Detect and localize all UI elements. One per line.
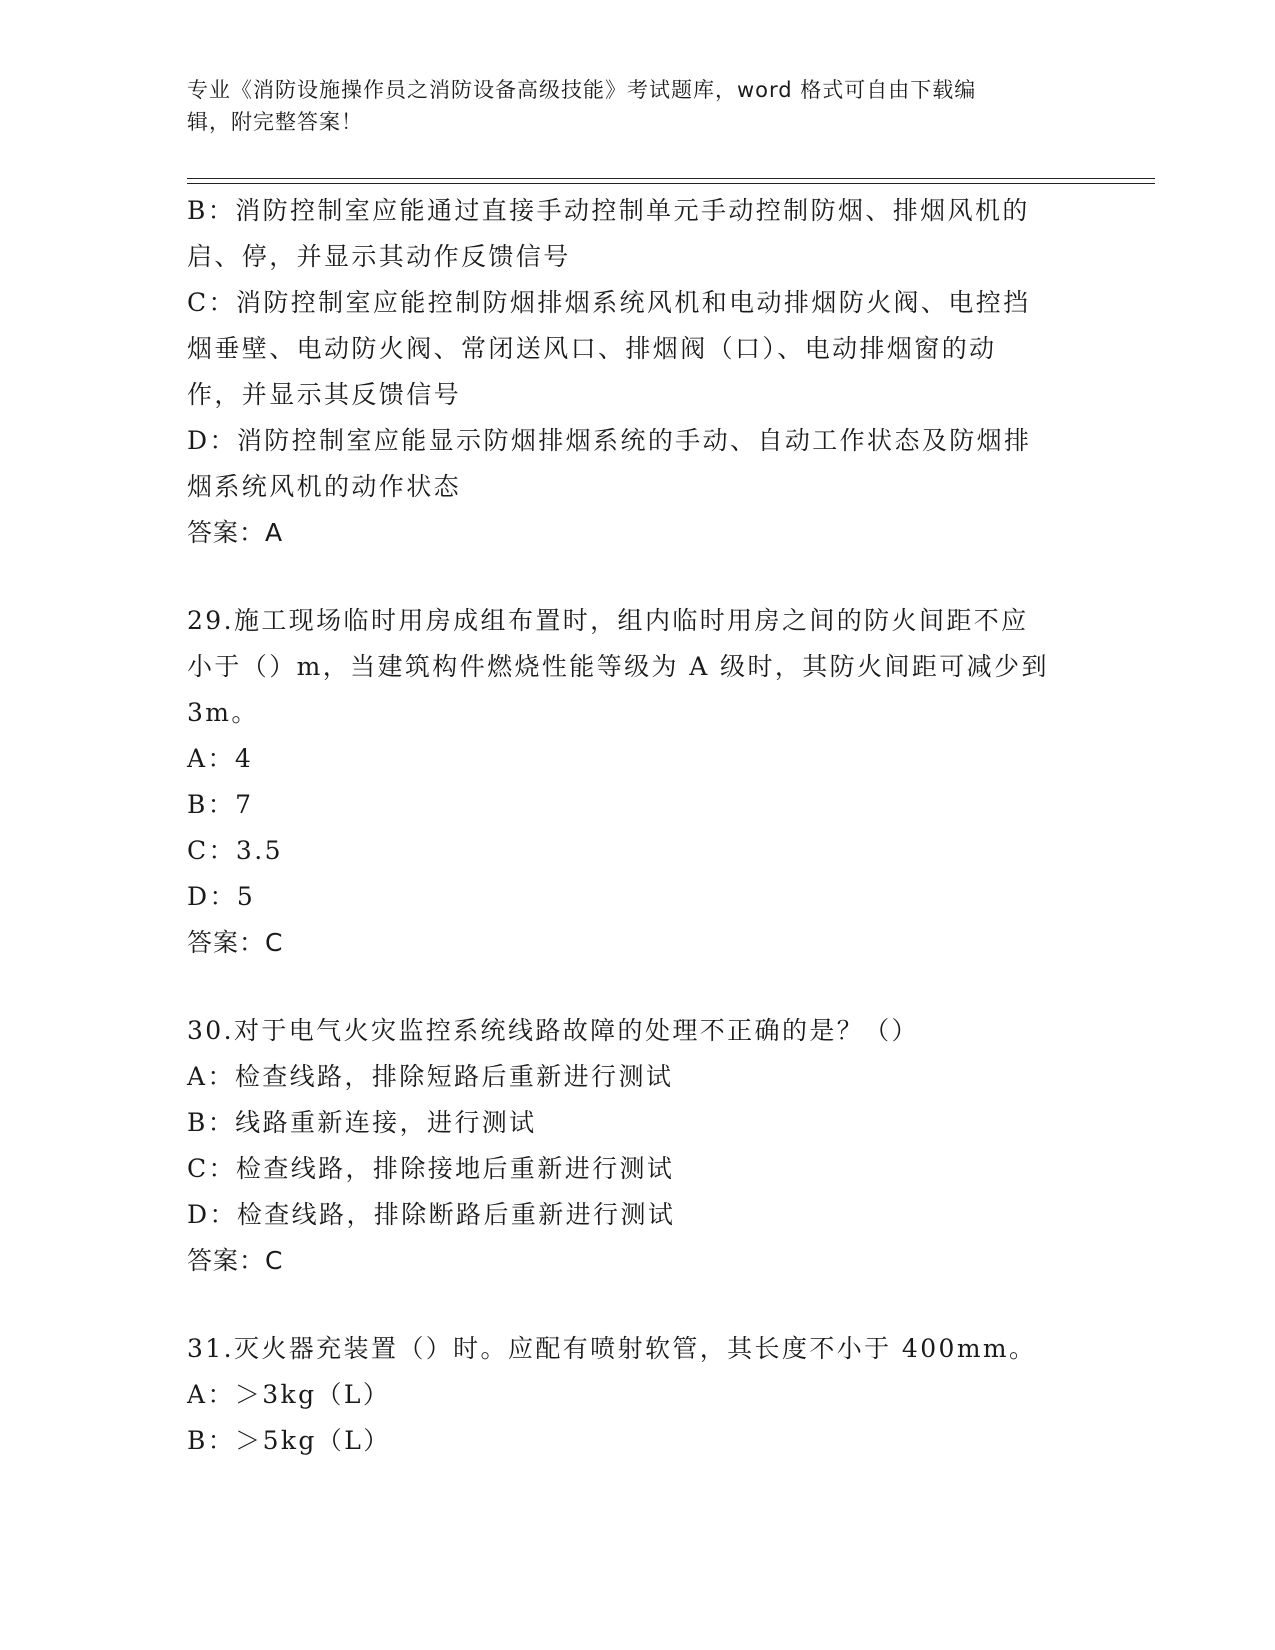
question-stem: 31.灭火器充装置（）时。应配有喷射软管，其长度不小于 400mm。: [187, 1334, 1037, 1363]
answer-label: 答案：A: [187, 518, 284, 547]
question-31: [187, 1326, 1087, 1464]
option-b: B：＞5kg（L）: [187, 1426, 391, 1455]
header-line-1: 专业《消防设施操作员之消防设备高级技能》考试题库，word 格式可自由下载编: [187, 78, 977, 102]
option-line: C：消防控制室应能控制防烟排烟系统风机和电动排烟防火阀、电控挡: [187, 288, 1031, 317]
header-divider-bottom: [187, 183, 1155, 184]
option-c: C：检查线路，排除接地后重新进行测试: [187, 1154, 675, 1183]
question-29: [187, 598, 1087, 966]
option-line: B：消防控制室应能通过直接手动控制单元手动控制防烟、排烟风机的: [187, 196, 1030, 225]
answer-label: 答案：C: [187, 1246, 284, 1275]
question-stem: 29.施工现场临时用房成组布置时，组内临时用房之间的防火间距不应: [187, 606, 1029, 635]
question-28-continued: [187, 188, 1087, 556]
question-stem: 3m。: [187, 698, 259, 727]
option-line: D：消防控制室应能显示防烟排烟系统的手动、自动工作状态及防烟排: [187, 426, 1032, 455]
question-30: [187, 1008, 1087, 1284]
question-stem: 小于（）m，当建筑构件燃烧性能等级为 A 级时，其防火间距可减少到: [187, 652, 1049, 681]
option-d: D：检查线路，排除断路后重新进行测试: [187, 1200, 676, 1229]
document-header: [187, 74, 1067, 138]
option-d: D：5: [187, 882, 256, 911]
question-stem: 30.对于电气火灾监控系统线路故障的处理不正确的是？（）: [187, 1016, 919, 1045]
option-c: C：3.5: [187, 836, 283, 865]
header-line-2: 辑，附完整答案！: [187, 110, 363, 134]
option-a: A：4: [187, 744, 254, 773]
option-b: B：7: [187, 790, 254, 819]
option-a: A：＞3kg（L）: [187, 1380, 391, 1409]
option-a: A：检查线路，排除短路后重新进行测试: [187, 1062, 674, 1091]
option-b: B：线路重新连接，进行测试: [187, 1108, 537, 1137]
option-line: 烟系统风机的动作状态: [187, 472, 462, 501]
option-line: 作，并显示其反馈信号: [187, 380, 462, 409]
option-line: 启、停，并显示其动作反馈信号: [187, 242, 571, 271]
option-line: 烟垂壁、电动防火阀、常闭送风口、排烟阀（口）、电动排烟窗的动: [187, 334, 997, 363]
answer-label: 答案：C: [187, 928, 284, 957]
header-divider-top: [187, 178, 1155, 179]
question-list: [187, 188, 1087, 1464]
